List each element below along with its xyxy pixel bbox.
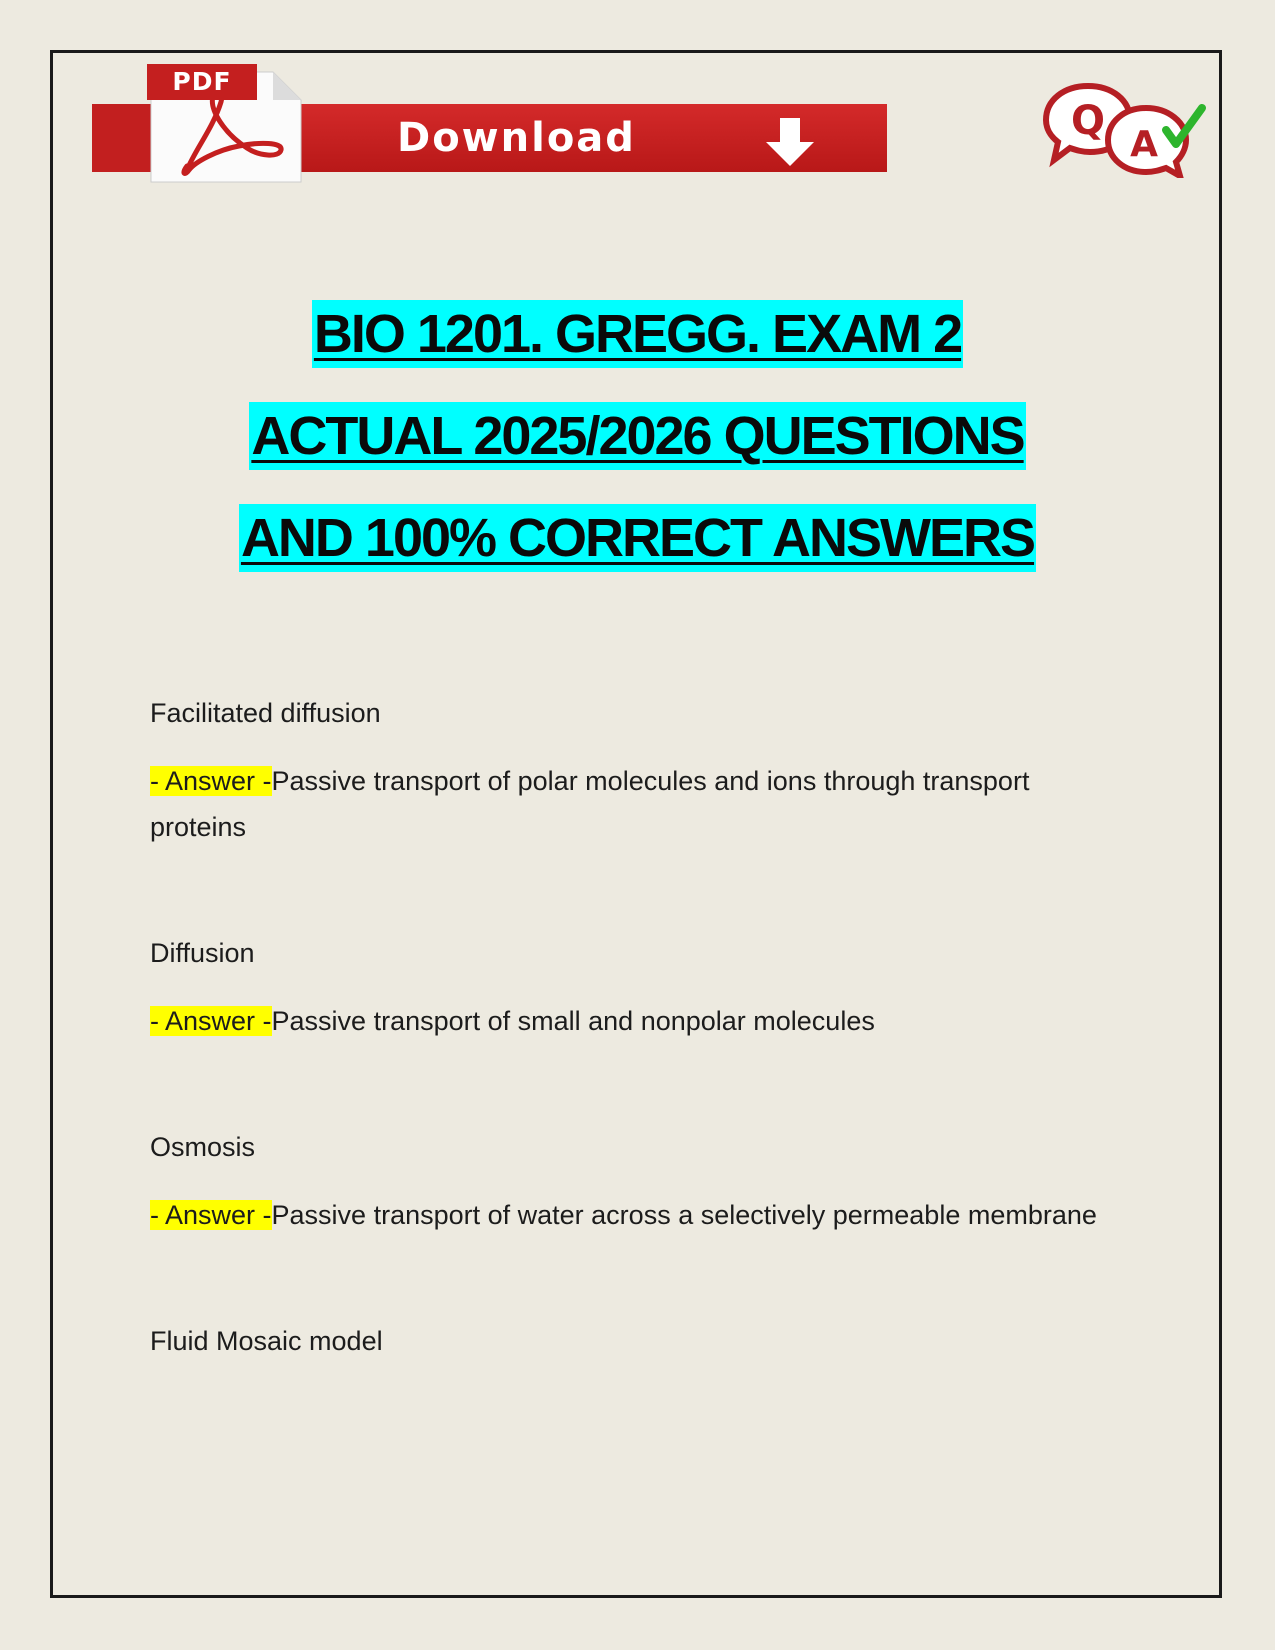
title-line-2: ACTUAL 2025/2026 QUESTIONS	[249, 402, 1025, 470]
answer-text	[150, 1192, 1110, 1238]
pdf-download-banner[interactable]	[92, 62, 887, 184]
answer-body: Passive transport of water across a selectively permeable membrane	[271, 1200, 1097, 1230]
answer-text	[150, 758, 1110, 850]
qa-item	[150, 690, 1110, 850]
title-line-1: BIO 1201. GREGG. EXAM 2	[312, 300, 963, 368]
q-letter: Q	[1070, 98, 1106, 144]
qa-item	[150, 1318, 1110, 1364]
question-text: Osmosis	[150, 1132, 256, 1162]
document-title	[0, 300, 1275, 606]
question-text: Diffusion	[150, 938, 255, 968]
qa-logo	[1040, 78, 1208, 178]
download-arrow-icon	[760, 114, 820, 170]
answer-text	[150, 998, 1110, 1044]
answer-body: Passive transport of small and nonpolar molecules	[271, 1006, 875, 1036]
download-label: Download	[397, 115, 636, 161]
question-text: Fluid Mosaic model	[150, 1326, 383, 1356]
a-letter: A	[1130, 124, 1158, 165]
answer-prefix: - Answer -	[150, 1006, 272, 1036]
pdf-file-icon	[147, 62, 307, 184]
answer-prefix: - Answer -	[150, 1200, 272, 1230]
question-text: Facilitated diffusion	[150, 698, 381, 728]
qa-item	[150, 1124, 1110, 1238]
answer-body: Passive transport of polar molecules and ions through transport proteins	[150, 766, 1030, 842]
qa-item	[150, 930, 1110, 1044]
banner-bar-edge	[92, 104, 152, 172]
qa-list	[150, 690, 1110, 1386]
answer-prefix: - Answer -	[150, 766, 272, 796]
title-line-3: AND 100% CORRECT ANSWERS	[239, 504, 1036, 572]
pdf-label: PDF	[147, 64, 257, 100]
